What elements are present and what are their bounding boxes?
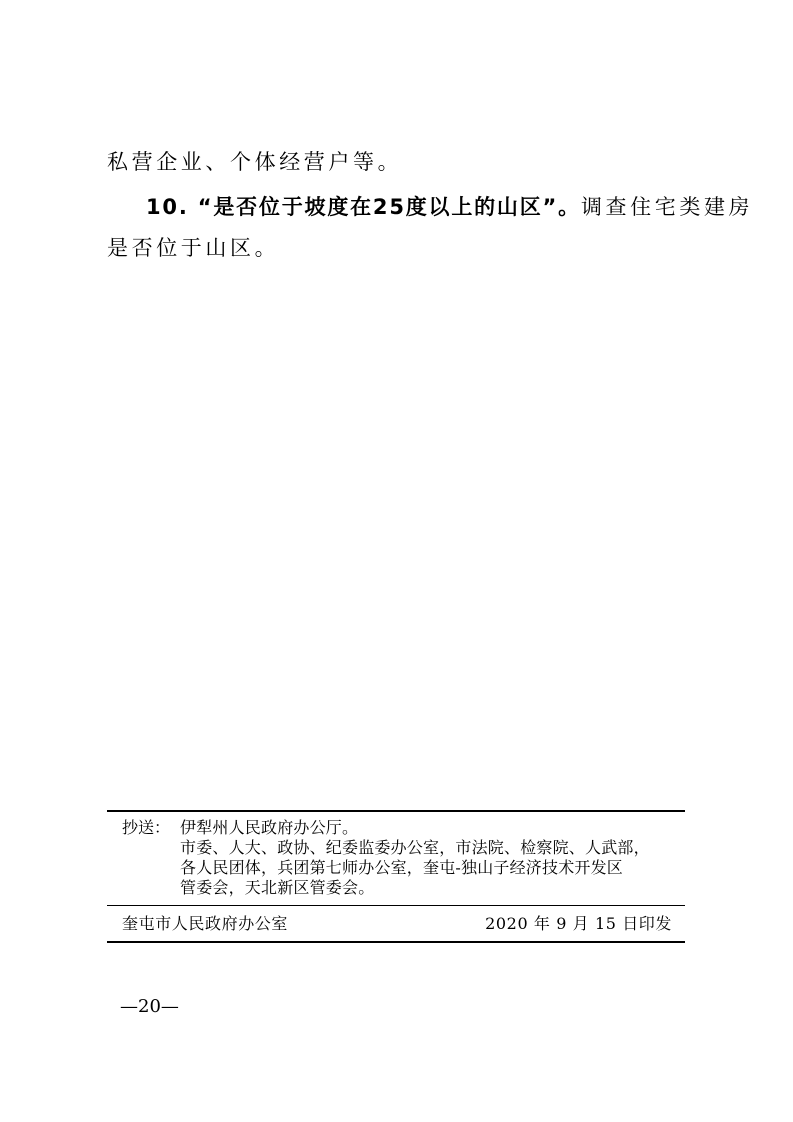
footer-bottom-rule bbox=[107, 941, 685, 943]
item-10-heading: 10. “是否位于坡度在25度以上的山区”。 bbox=[146, 195, 581, 219]
footer-top-rule bbox=[107, 810, 685, 812]
cc-recipient-line: 伊犁州人民政府办公厅。 bbox=[180, 818, 359, 837]
item-10-text: 调查住宅类建房 bbox=[580, 195, 754, 219]
issue-date: 2020 年 9 月 15 日印发 bbox=[485, 914, 672, 933]
body-paragraph-line: 私营企业、个体经营户等。 bbox=[107, 150, 403, 174]
cc-recipient-line: 管委会，天北新区管委会。 bbox=[180, 878, 375, 897]
item-10-line bbox=[107, 192, 753, 222]
cc-recipient-line: 各人民团体，兵团第七师办公室，奎屯-独山子经济技术开发区 bbox=[180, 858, 624, 877]
issuing-office: 奎屯市人民政府办公室 bbox=[122, 914, 289, 933]
cc-label: 抄送： bbox=[122, 818, 171, 837]
item-10-text-continued: 是否位于山区。 bbox=[107, 236, 280, 260]
cc-recipient-line: 市委、人大、政协、纪委监委办公室，市法院、检察院、人武部， bbox=[180, 838, 650, 857]
page-number: —20— bbox=[120, 996, 179, 1017]
cc-recipients bbox=[180, 818, 695, 898]
footer-middle-rule bbox=[107, 905, 685, 906]
